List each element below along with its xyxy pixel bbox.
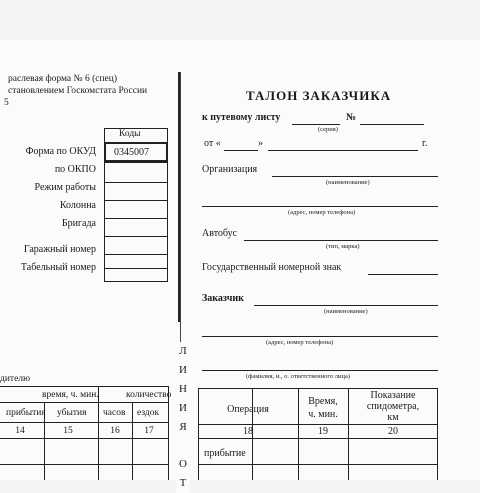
trips-col-header: ездок [137,408,160,418]
year-suffix: г. [422,138,428,149]
cut-line-text: Л И Н И Я О Т [176,342,190,493]
date-prefix: от « [204,138,221,149]
form-sheet [0,40,480,489]
col-num-20: 20 [388,426,398,437]
column-label: Колонна [59,200,96,211]
number-sign: № [346,112,357,123]
codes-header-cell [104,128,168,142]
speedo-col-header-3: км [387,412,399,423]
departure-col-header: убытия [57,408,87,418]
speedo-col-header-2: спидометра, [366,401,420,412]
arrival-row-label: прибытие [204,448,246,459]
okud-code-value: 0345007 [114,147,149,158]
form-header-line2: становлением Госкомстата России [8,86,148,96]
organization-label: Организация [202,164,258,175]
org-name-hint: (наименование) [326,179,370,186]
driver-section-title: дителю [0,374,31,384]
garage-number-label: Гаражный номер [23,244,96,255]
plate-label: Государственный номерной знак [202,262,342,273]
date-quote-close: » [258,138,263,149]
series-hint: (серия) [318,126,338,133]
time-col-header-1: Время, [308,396,338,407]
col-num-17: 17 [144,426,154,436]
responsible-person-hint: (фамилия, и., о. ответственного лица) [246,373,350,380]
coupon-title: ТАЛОН ЗАКАЗЧИКА [246,88,392,103]
okpo-label: по ОКПО [54,164,96,175]
col-num-19: 19 [318,426,328,437]
time-col-header: время, ч. мин. [42,390,99,400]
bus-type-hint: (тип, марка) [326,243,360,250]
work-mode-label: Режим работы [34,182,96,193]
tabel-number-label: Табельный номер [20,262,96,273]
customer-address-hint: (адрес, номер телефона) [266,339,334,346]
bus-label: Автобус [202,228,238,239]
org-address-hint: (адрес, номер телефона) [288,209,356,216]
col-num-18: 18 [243,426,253,437]
form-header-line1: раслевая форма № 6 (спец) [8,74,118,84]
hours-col-header: часов [103,408,126,418]
codes-label: Коды [119,129,141,139]
form-header-line3: 5 [4,98,9,108]
col-num-14: 14 [15,426,25,436]
col-num-16: 16 [110,426,120,436]
brigade-label: Бригада [61,218,96,229]
waybill-label: к путевому листу [202,112,281,123]
operation-col-header: Операция [227,404,269,415]
time-col-header-2: ч. мин. [308,409,338,420]
col-num-15: 15 [63,426,73,436]
customer-label: Заказчик [202,293,244,304]
okud-label: Форма по ОКУД [25,146,96,157]
speedo-col-header-1: Показание [370,390,416,401]
arrival-col-header: прибытия [6,408,46,418]
customer-name-hint: (наименование) [324,308,368,315]
okud-code-cell [104,142,168,162]
codes-column [104,162,168,282]
qty-col-header: количество [126,390,172,400]
